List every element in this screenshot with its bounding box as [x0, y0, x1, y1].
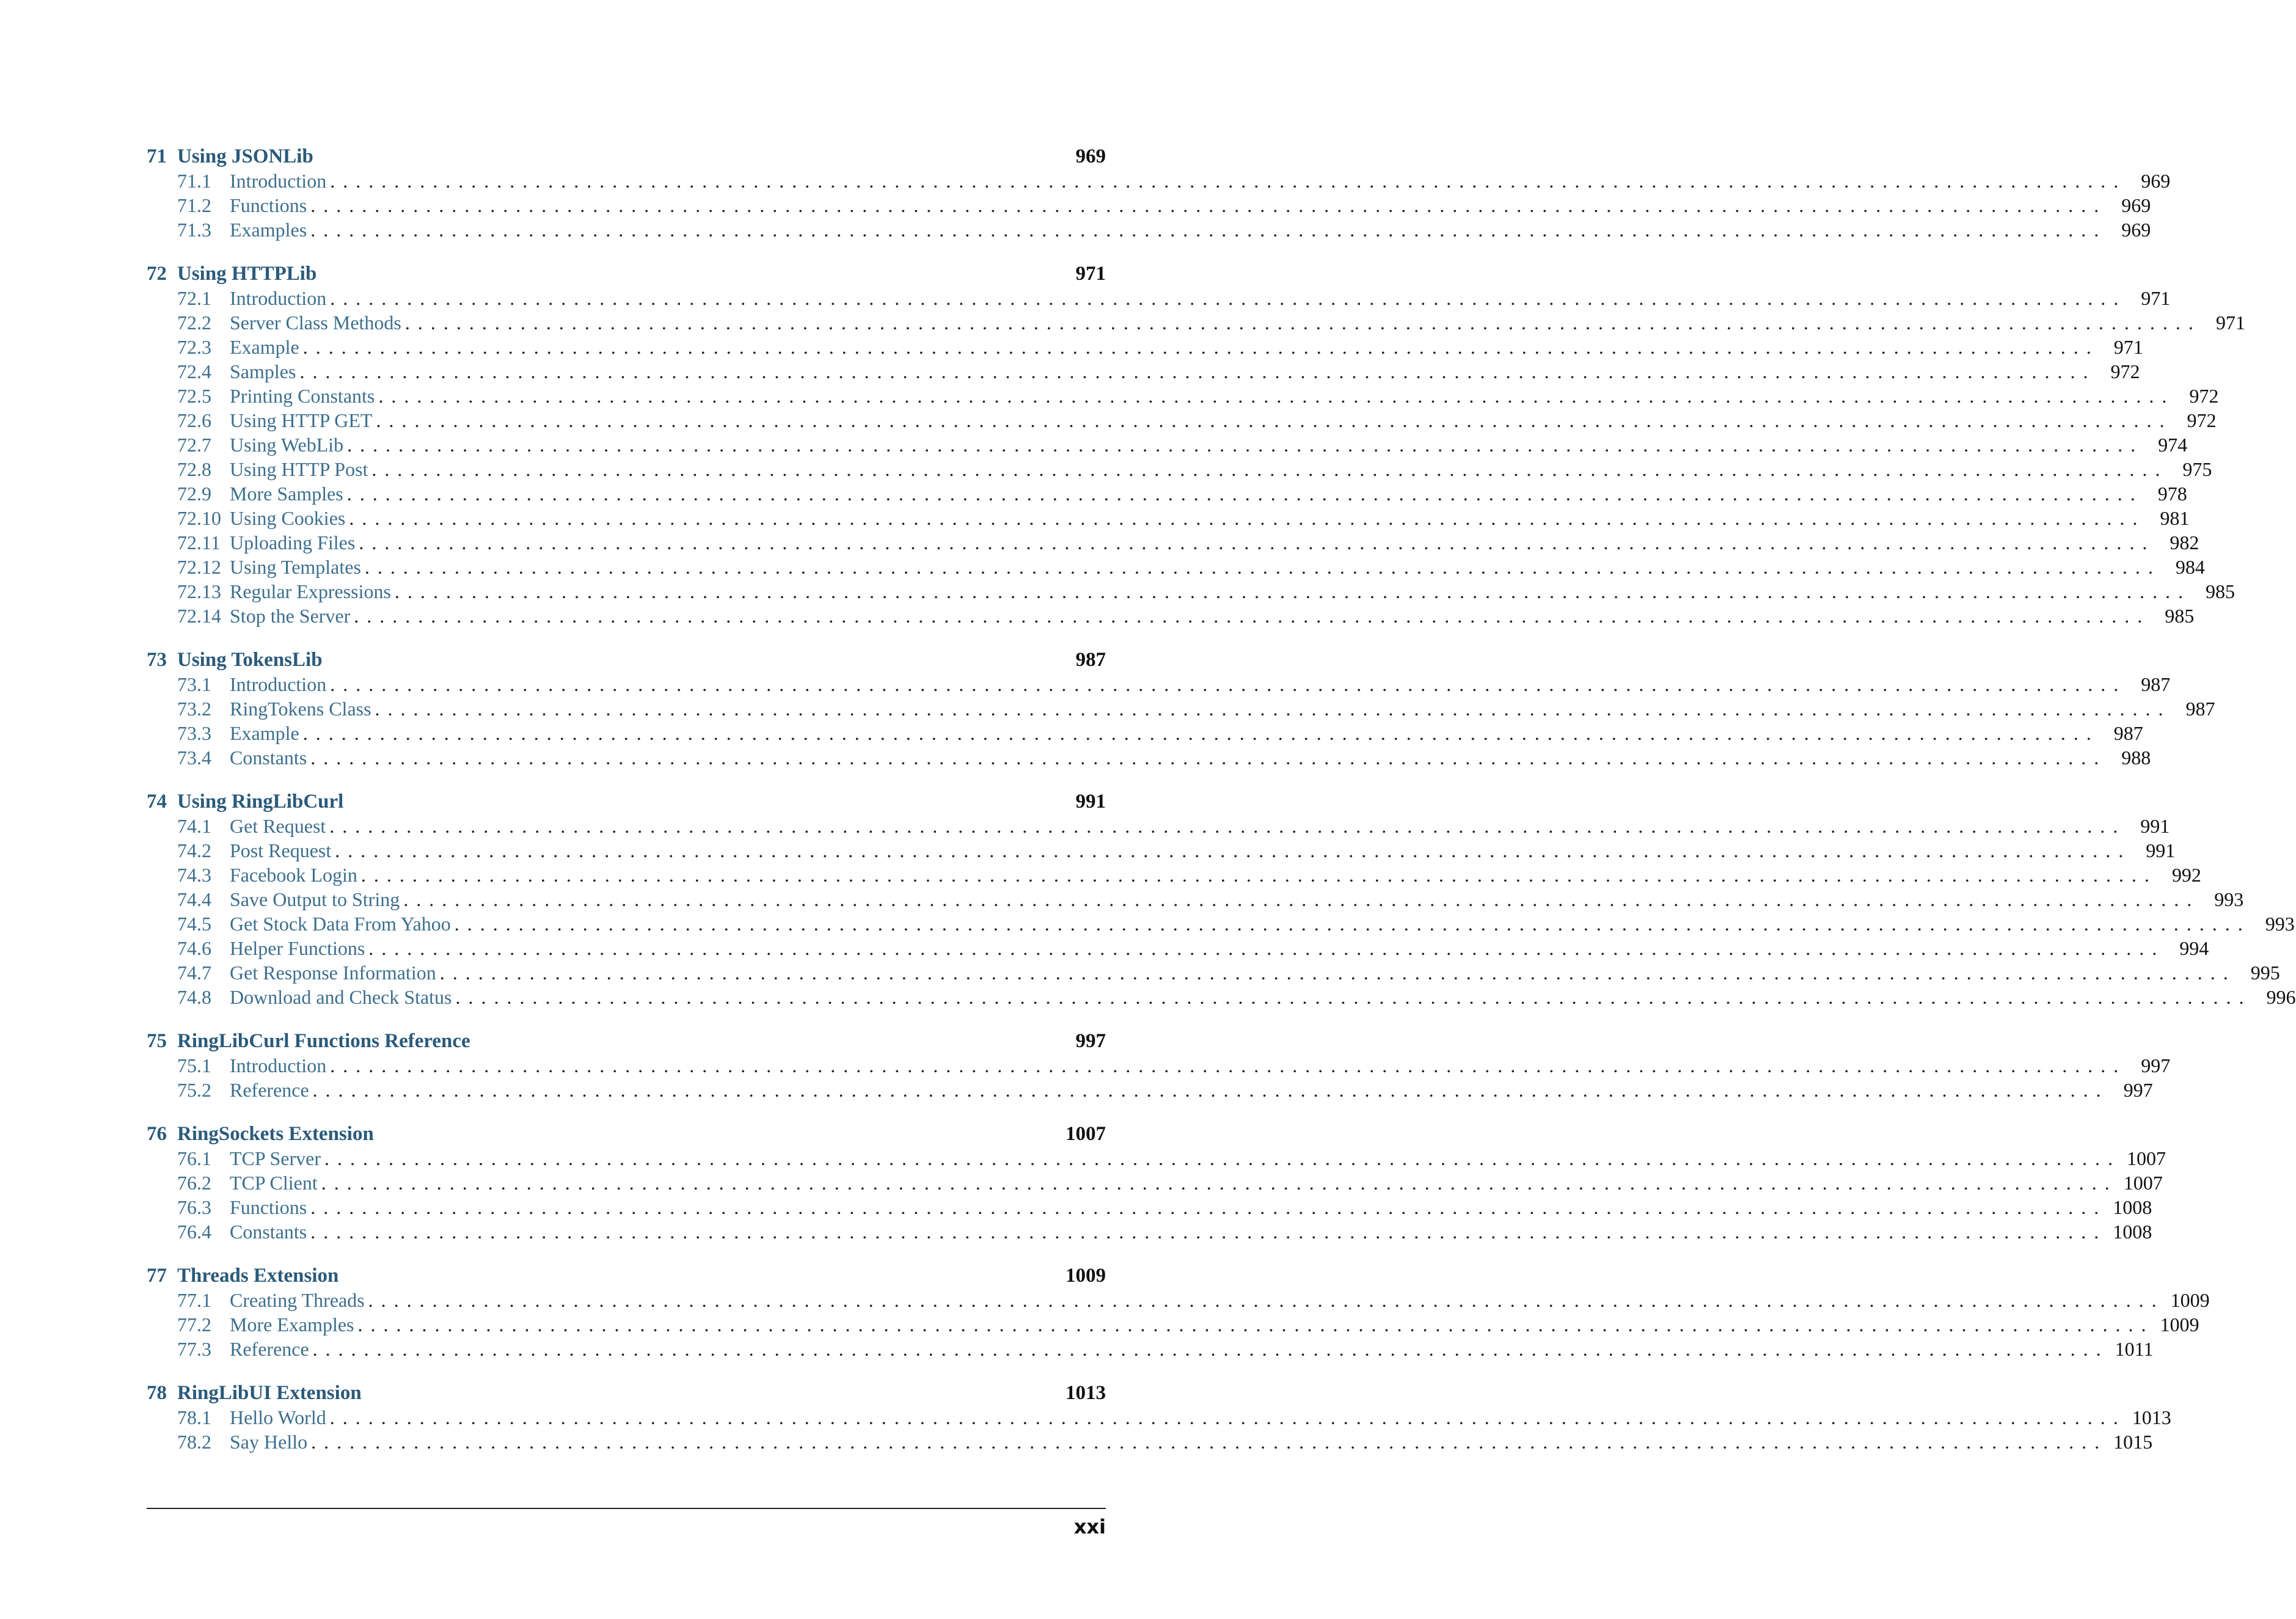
section-title[interactable]: TCP Server	[230, 1147, 321, 1169]
toc-chapter	[147, 263, 2245, 629]
section-title[interactable]: Introduction	[230, 673, 327, 695]
section-number: 74.2	[177, 839, 211, 861]
section-title[interactable]: Using HTTP Post	[230, 458, 368, 480]
section-link[interactable]	[147, 434, 2188, 458]
section-link[interactable]	[147, 839, 2176, 864]
section-link[interactable]	[147, 747, 2151, 771]
leader-dots: ............................................................................................................................................	[347, 434, 2144, 456]
section-page: 1008	[2113, 1221, 2152, 1243]
section-title[interactable]: Constants	[230, 1221, 307, 1243]
section-link[interactable]	[147, 815, 2170, 839]
section-title[interactable]: Facebook Login	[230, 864, 357, 886]
section-link[interactable]	[147, 913, 2295, 937]
section-title[interactable]: Constants	[230, 747, 307, 769]
section-link[interactable]	[147, 1172, 2163, 1196]
leader-dots: ............................................................................................................................................	[299, 360, 2096, 382]
section-link[interactable]	[147, 385, 2219, 409]
chapter-link[interactable]	[147, 263, 1106, 287]
chapter-page: 1013	[1066, 1382, 1106, 1404]
chapter-number: 72	[147, 263, 167, 285]
section-title[interactable]: Using WebLib	[230, 434, 344, 456]
section-page: 972	[2189, 385, 2219, 407]
section-number: 74.5	[177, 913, 211, 935]
section-title[interactable]: Examples	[230, 219, 307, 241]
section-link[interactable]	[147, 532, 2199, 556]
chapter-page: 1007	[1066, 1123, 1106, 1145]
chapter-link[interactable]	[147, 1382, 1106, 1406]
section-link[interactable]	[147, 287, 2171, 312]
section-title[interactable]: Post Request	[230, 839, 332, 861]
section-page: 992	[2171, 864, 2201, 886]
section-link[interactable]	[147, 605, 2195, 629]
leader-dots: ............................................................................................................................................	[330, 1054, 2127, 1076]
section-link[interactable]	[147, 986, 2296, 1011]
leader-dots: ............................................................................................................................................	[378, 385, 2175, 407]
section-link[interactable]	[147, 483, 2187, 507]
chapter-link[interactable]	[147, 649, 1106, 673]
section-number: 73.1	[177, 673, 211, 695]
leader-dots: ............................................................................................................................................	[329, 815, 2126, 837]
section-number: 77.2	[177, 1314, 211, 1336]
section-number: 78.1	[177, 1406, 211, 1428]
chapter-title[interactable]: Using JSONLib	[177, 145, 313, 167]
section-link[interactable]	[147, 312, 2245, 336]
leader-dots: ............................................................................................................................................	[310, 219, 2107, 241]
section-link[interactable]	[147, 864, 2201, 888]
leader-dots: ............................................................................................................................................	[357, 1314, 2154, 1336]
chapter-number: 77	[147, 1265, 167, 1287]
section-page: 1007	[2123, 1172, 2163, 1194]
section-title[interactable]: Functions	[230, 194, 307, 216]
section-page: 975	[2182, 458, 2212, 480]
section-title[interactable]: Using Templates	[230, 556, 361, 578]
section-title[interactable]: Example	[230, 722, 299, 744]
section-page: 969	[2141, 170, 2171, 192]
chapter-link[interactable]	[147, 791, 1106, 815]
chapter-title[interactable]: RingLibCurl Functions Reference	[177, 1030, 470, 1052]
section-number: 73.3	[177, 722, 211, 744]
section-page: 994	[2179, 937, 2209, 959]
leader-dots: ............................................................................................................................................	[302, 722, 2099, 744]
section-number: 76.1	[177, 1147, 211, 1169]
leader-dots: ............................................................................................................................................	[375, 698, 2171, 720]
leader-dots: ............................................................................................................................................	[310, 194, 2107, 216]
chapter-number: 71	[147, 145, 167, 167]
section-page: 1015	[2113, 1431, 2153, 1453]
leader-dots: ............................................................................................................................................	[310, 1196, 2107, 1218]
section-title[interactable]: Save Output to String	[230, 888, 400, 910]
section-link[interactable]	[147, 1289, 2210, 1314]
table-of-contents	[147, 145, 2296, 1475]
chapter-title[interactable]: Threads Extension	[177, 1265, 339, 1287]
leader-dots: ............................................................................................................................................	[454, 913, 2251, 935]
section-title[interactable]: Printing Constants	[230, 385, 375, 407]
section-link[interactable]	[147, 458, 2212, 483]
section-page: 991	[2140, 815, 2170, 837]
section-title[interactable]: Hello World	[230, 1406, 326, 1428]
leader-dots: ............................................................................................................................................	[376, 409, 2173, 431]
section-title[interactable]: Regular Expressions	[230, 580, 391, 602]
leader-dots: ............................................................................................................................................	[371, 458, 2168, 480]
leader-dots: ............................................................................................................................................	[324, 1147, 2121, 1169]
section-page: 985	[2205, 580, 2235, 602]
section-page: 1008	[2113, 1196, 2152, 1218]
section-page: 991	[2146, 839, 2176, 861]
section-link[interactable]	[147, 409, 2217, 434]
section-page: 969	[2121, 194, 2151, 216]
section-title[interactable]: Reference	[230, 1079, 309, 1101]
section-number: 72.11	[177, 532, 221, 554]
section-number: 72.8	[177, 458, 211, 480]
section-link[interactable]	[147, 170, 2171, 194]
section-title[interactable]: Using HTTP GET	[230, 409, 373, 431]
section-title[interactable]: More Samples	[230, 483, 343, 505]
section-number: 72.5	[177, 385, 211, 407]
section-link[interactable]	[147, 1054, 2171, 1079]
section-title[interactable]: TCP Client	[230, 1172, 318, 1194]
footer-rule	[147, 1508, 1106, 1509]
section-number: 72.9	[177, 483, 211, 505]
section-link[interactable]	[147, 698, 2215, 722]
chapter-number: 75	[147, 1030, 167, 1052]
section-number: 71.1	[177, 170, 211, 192]
leader-dots: ............................................................................................................................................	[403, 888, 2200, 910]
chapter-link[interactable]	[147, 1123, 1106, 1147]
section-link[interactable]	[147, 1147, 2166, 1172]
section-link[interactable]	[147, 1079, 2153, 1103]
section-page: 984	[2175, 556, 2205, 578]
leader-dots: ............................................................................................................................................	[368, 937, 2165, 959]
leader-dots: ............................................................................................................................................	[349, 507, 2146, 529]
leader-dots: ............................................................................................................................................	[404, 312, 2201, 334]
leader-dots: ............................................................................................................................................	[311, 1431, 2108, 1453]
toc-chapter	[147, 1265, 2210, 1362]
section-number: 75.1	[177, 1054, 211, 1076]
section-number: 72.4	[177, 360, 211, 382]
section-title[interactable]: Get Stock Data From Yahoo	[230, 913, 451, 935]
section-link[interactable]	[147, 1338, 2154, 1362]
section-number: 72.14	[177, 605, 221, 627]
leader-dots: ............................................................................................................................................	[330, 673, 2127, 695]
section-link[interactable]	[147, 673, 2171, 698]
section-link[interactable]	[147, 1196, 2152, 1221]
leader-dots: ............................................................................................................................................	[360, 864, 2157, 886]
section-number: 72.12	[177, 556, 221, 578]
section-number: 77.3	[177, 1338, 211, 1360]
section-link[interactable]	[147, 580, 2235, 605]
section-link[interactable]	[147, 888, 2244, 913]
chapter-page: 1009	[1066, 1265, 1106, 1287]
section-link[interactable]	[147, 1406, 2171, 1431]
section-number: 74.1	[177, 815, 211, 837]
section-title[interactable]: Get Request	[230, 815, 326, 837]
leader-dots: ............................................................................................................................................	[310, 1221, 2107, 1243]
section-title[interactable]: Introduction	[230, 287, 327, 309]
section-number: 76.2	[177, 1172, 211, 1194]
section-title[interactable]: Server Class Methods	[230, 312, 401, 334]
footer-page-number: xxi	[1073, 1515, 1106, 1538]
chapter-link[interactable]	[147, 145, 1106, 170]
toc-chapter	[147, 1123, 2166, 1245]
section-title[interactable]: Introduction	[230, 1054, 327, 1076]
section-title[interactable]: Using Cookies	[230, 507, 346, 529]
section-number: 72.1	[177, 287, 211, 309]
section-link[interactable]	[147, 194, 2151, 219]
section-page: 972	[2187, 409, 2217, 431]
section-number: 76.3	[177, 1196, 211, 1218]
section-title[interactable]: Creating Threads	[230, 1289, 365, 1311]
section-number: 72.7	[177, 434, 211, 456]
section-page: 993	[2214, 888, 2244, 910]
chapter-title[interactable]: Using HTTPLib	[177, 263, 317, 285]
leader-dots: ............................................................................................................................................	[394, 580, 2191, 602]
leader-dots: ............................................................................................................................................	[312, 1079, 2109, 1101]
section-number: 74.8	[177, 986, 211, 1008]
chapter-page: 991	[1075, 791, 1106, 813]
section-link[interactable]	[147, 507, 2190, 532]
section-title[interactable]: Reference	[230, 1338, 309, 1360]
toc-chapter	[147, 1382, 2171, 1455]
toc-chapter	[147, 791, 2296, 1011]
section-link[interactable]	[147, 360, 2140, 385]
section-title[interactable]: Introduction	[230, 170, 327, 192]
chapter-page: 997	[1075, 1030, 1106, 1052]
section-page: 971	[2141, 287, 2171, 309]
section-page: 1011	[2115, 1338, 2154, 1360]
section-page: 993	[2265, 913, 2295, 935]
leader-dots: ............................................................................................................................................	[359, 532, 2155, 554]
leader-dots: ............................................................................................................................................	[321, 1172, 2118, 1194]
section-number: 73.2	[177, 698, 211, 720]
leader-dots: ............................................................................................................................................	[364, 556, 2161, 578]
leader-dots: ............................................................................................................................................	[330, 170, 2127, 192]
section-page: 988	[2121, 747, 2151, 769]
section-number: 77.1	[177, 1289, 211, 1311]
section-page: 978	[2157, 483, 2187, 505]
section-title[interactable]: Example	[230, 336, 299, 358]
section-page: 987	[2113, 722, 2143, 744]
leader-dots: ............................................................................................................................................	[310, 747, 2107, 769]
section-page: 987	[2141, 673, 2171, 695]
section-title[interactable]: Get Response Information	[230, 962, 436, 984]
section-number: 72.13	[177, 580, 221, 602]
leader-dots: ............................................................................................................................................	[312, 1338, 2109, 1360]
section-number: 78.2	[177, 1431, 211, 1453]
chapter-title[interactable]: Using TokensLib	[177, 649, 323, 671]
chapter-title[interactable]: RingSockets Extension	[177, 1123, 374, 1145]
section-page: 974	[2158, 434, 2188, 456]
toc-chapter	[147, 1030, 2171, 1103]
chapter-number: 76	[147, 1123, 167, 1145]
section-page: 987	[2185, 698, 2215, 720]
section-page: 985	[2165, 605, 2195, 627]
section-number: 72.2	[177, 312, 211, 334]
section-page: 1013	[2132, 1406, 2171, 1428]
leader-dots: ............................................................................................................................................	[439, 962, 2236, 984]
section-link[interactable]	[147, 937, 2209, 962]
section-number: 75.2	[177, 1079, 211, 1101]
section-link[interactable]	[147, 336, 2143, 360]
section-page: 982	[2170, 532, 2199, 554]
chapter-link[interactable]	[147, 1265, 1106, 1289]
section-number: 71.2	[177, 194, 211, 216]
chapter-page: 971	[1075, 263, 1106, 285]
chapter-title[interactable]: RingLibUI Extension	[177, 1382, 362, 1404]
section-title[interactable]: Functions	[230, 1196, 307, 1218]
leader-dots: ............................................................................................................................................	[330, 287, 2127, 309]
section-number: 76.4	[177, 1221, 211, 1243]
section-number: 72.3	[177, 336, 211, 358]
section-link[interactable]	[147, 556, 2205, 580]
chapter-number: 73	[147, 649, 167, 671]
section-page: 997	[2141, 1054, 2171, 1076]
section-page: 1009	[2170, 1289, 2210, 1311]
section-page: 969	[2121, 219, 2151, 241]
section-number: 74.7	[177, 962, 211, 984]
section-number: 71.3	[177, 219, 211, 241]
section-page: 972	[2110, 360, 2140, 382]
leader-dots: ............................................................................................................................................	[346, 483, 2143, 505]
section-title[interactable]: Samples	[230, 360, 296, 382]
section-link[interactable]	[147, 1221, 2152, 1245]
section-number: 73.4	[177, 747, 211, 769]
section-page: 995	[2250, 962, 2280, 984]
chapter-title[interactable]: Using RingLibCurl	[177, 791, 344, 813]
section-link[interactable]	[147, 962, 2280, 986]
section-page: 981	[2160, 507, 2190, 529]
section-page: 971	[2113, 336, 2143, 358]
section-page: 971	[2215, 312, 2245, 334]
section-number: 74.4	[177, 888, 211, 910]
section-link[interactable]	[147, 219, 2151, 243]
section-page: 997	[2123, 1079, 2153, 1101]
section-number: 72.6	[177, 409, 211, 431]
section-link[interactable]	[147, 1431, 2153, 1455]
section-page: 1007	[2127, 1147, 2166, 1169]
leader-dots: ............................................................................................................................................	[354, 605, 2151, 627]
toc-chapter	[147, 145, 2171, 243]
chapter-page: 969	[1075, 145, 1106, 167]
section-number: 72.10	[177, 507, 221, 529]
section-number: 74.3	[177, 864, 211, 886]
section-title[interactable]: Uploading Files	[230, 532, 356, 554]
section-title[interactable]: RingTokens Class	[230, 698, 371, 720]
leader-dots: ............................................................................................................................................	[368, 1289, 2165, 1311]
chapter-page: 987	[1075, 649, 1106, 671]
toc-chapter	[147, 649, 2215, 771]
section-title[interactable]: Helper Functions	[230, 937, 365, 959]
leader-dots: ............................................................................................................................................	[335, 839, 2132, 861]
section-number: 74.6	[177, 937, 211, 959]
chapter-number: 78	[147, 1382, 167, 1404]
section-title[interactable]: More Examples	[230, 1314, 354, 1336]
chapter-link[interactable]	[147, 1030, 1106, 1054]
section-link[interactable]	[147, 1314, 2199, 1338]
section-page: 996	[2266, 986, 2296, 1008]
section-title[interactable]: Say Hello	[230, 1431, 308, 1453]
chapter-number: 74	[147, 791, 167, 813]
section-title[interactable]: Stop the Server	[230, 605, 351, 627]
leader-dots: ............................................................................................................................................	[329, 1406, 2126, 1428]
leader-dots: ............................................................................................................................................	[455, 986, 2252, 1008]
section-title[interactable]: Download and Check Status	[230, 986, 452, 1008]
section-link[interactable]	[147, 722, 2143, 747]
section-page: 1009	[2160, 1314, 2199, 1336]
leader-dots: ............................................................................................................................................	[302, 336, 2099, 358]
